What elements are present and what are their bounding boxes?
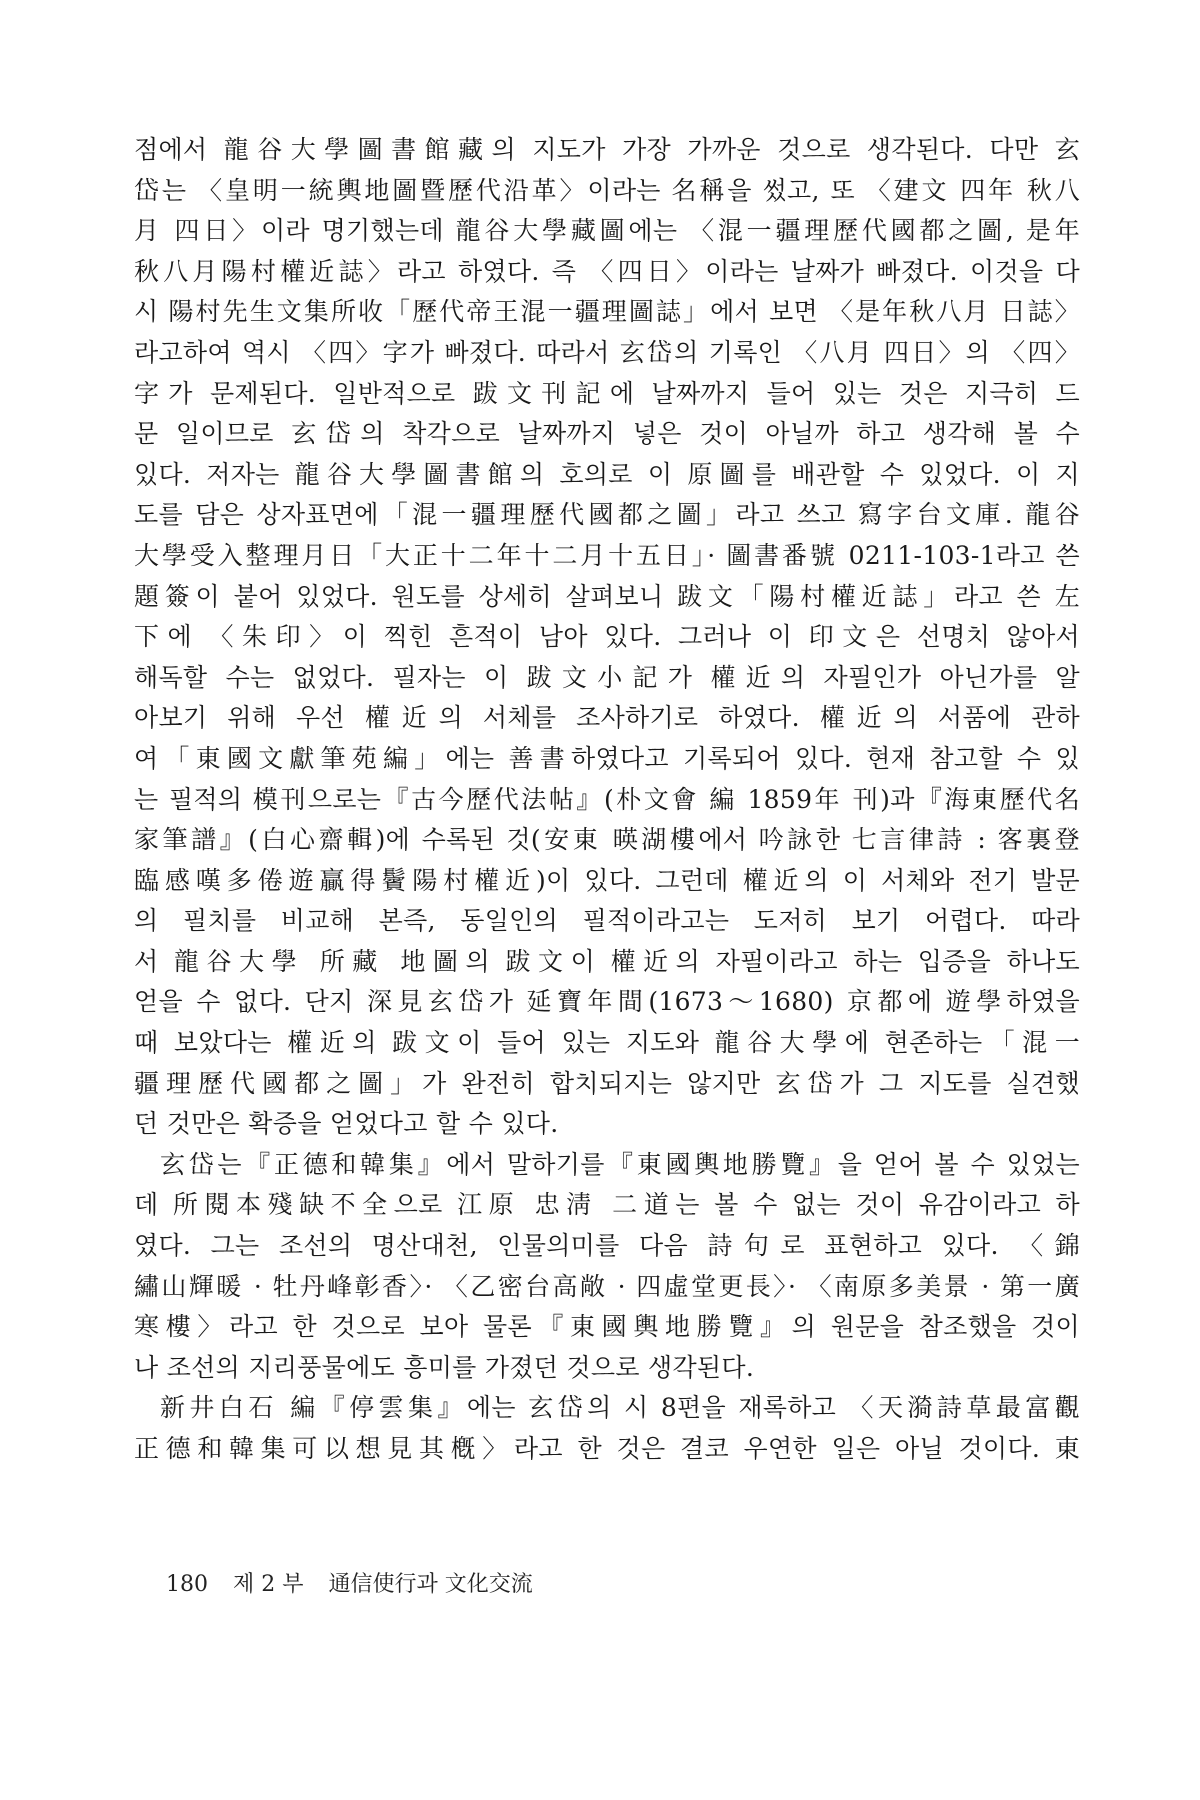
text-line: 도를 담은 상자표면에「混一疆理歷代國都之圖」라고 쓰고 寫字台文庫. 龍谷 [134,500,1080,530]
text-line: 臨感嘆多倦遊贏得鬢陽村權近)이 있다. 그런데 權近의 이 서체와 전기 발문 [134,865,1080,895]
text-line: 新井白石 編『停雲集』에는 玄岱의 시 8편을 재록하고 〈天漪詩草最富觀 [160,1393,1080,1423]
text-line: 正德和韓集可以想見其槪〉라고 한 것은 결코 우연한 일은 아닐 것이다. 東 [134,1434,1080,1463]
part-title: 通信使行과 文化交流 [328,1572,533,1597]
text-line: 秋八月陽村權近誌〉라고 하였다. 즉 〈四日〉이라는 날짜가 빠졌다. 이것을 다 [134,256,1080,286]
text-line: 문 일이므로 玄岱의 착각으로 날짜까지 넣은 것이 아닐까 하고 생각해 볼 수 [134,419,1080,449]
text-line: 아보기 위해 우선 權近의 서체를 조사하기로 하였다. 權近의 서품에 관하 [134,703,1080,733]
text-line: 下에 〈朱印〉이 찍힌 흔적이 남아 있다. 그러나 이 印文은 선명치 않아서 [134,622,1080,652]
text-line: 家筆譜』(白心齋輯)에 수록된 것(安東 暎湖樓에서 吟詠한 七言律詩 : 客裏登 [134,825,1080,855]
text-line: 나 조선의 지리풍물에도 흥미를 가졌던 것으로 생각된다. [134,1352,755,1382]
text-line: 점에서 龍谷大學圖書館藏의 지도가 가장 가까운 것으로 생각된다. 다만 玄 [134,135,1080,164]
text-line: 玄岱는『正德和韓集』에서 말하기를『東國輿地勝覽』을 얻어 볼 수 있었는 [160,1149,1080,1179]
text-line: 寒樓〉라고 한 것으로 보아 물론『東國輿地勝覽』의 원문을 참조했을 것이 [134,1312,1080,1342]
text-line: 題簽이 붙어 있었다. 원도를 상세히 살펴보니 跋文「陽村權近誌」라고 쓴 左 [134,581,1080,611]
text-line: 해독할 수는 없었다. 필자는 이 跋文小記가 權近의 자필인가 아닌가를 알 [134,662,1080,692]
text-line: 繡山輝暖 · 牡丹峰彰香〉· 〈乙密台高敞 · 四虛堂更長〉· 〈南原多美景 · 第一廣 [134,1271,1080,1301]
text-line: 있다. 저자는 龍谷大學圖書館의 호의로 이 原圖를 배관할 수 있었다. 이 지 [134,459,1080,489]
text-line: 라고하여 역시 〈四〉字가 빠졌다. 따라서 玄岱의 기록인 〈八月 四日〉의 〈四〉 [134,337,1080,367]
text-line: 大學受入整理月日「大正十二年十二月十五日」· 圖書番號 0211-103-1라고 쓴 [134,540,1080,570]
text-line: 였다. 그는 조선의 명산대천, 인물의미를 다음 詩句로 표현하고 있다. 〈錦 [134,1231,1080,1261]
text-line: 의 필치를 비교해 본즉, 동일인의 필적이라고는 도저히 보기 어렵다. 따라 [134,906,1080,936]
text-line: 여「東國文獻筆苑編」에는 善書하였다고 기록되어 있다. 현재 참고할 수 있 [134,743,1080,773]
text-line: 는 필적의 模刊으로는『古今歷代法帖』(朴文會 編 1859年 刊)과『海東歷代名 [134,784,1080,814]
text-line: 字가 문제된다. 일반적으로 跋文刊記에 날짜까지 들어 있는 것은 지극히 드 [134,378,1080,408]
text-line: 岱는 〈皇明一統輿地圖暨歷代沿革〉이라는 名稱을 썼고, 또 〈建文 四年 秋八 [134,175,1080,205]
body-text [134,130,1080,1470]
text-line: 데 所閱本殘缺不全으로 江原 忠淸 二道는 볼 수 없는 것이 유감이라고 하 [134,1190,1080,1220]
text-line: 疆理歷代國都之圖」가 완전히 합치되지는 않지만 玄岱가 그 지도를 실견했 [134,1068,1080,1098]
text-line: 月 四日〉이라 명기했는데 龍谷大學藏圖에는 〈混一疆理歷代國都之圖, 是年 [134,216,1080,246]
text-line: 서 龍谷大學 所藏 地圖의 跋文이 權近의 자필이라고 하는 입증을 하나도 [134,946,1080,976]
text-line: 시 陽村先生文集所收「歷代帝王混一疆理圖誌」에서 보면 〈是年秋八月 日誌〉 [134,297,1080,327]
text-line: 때 보았다는 權近의 跋文이 들어 있는 지도와 龍谷大學에 현존하는「混一 [134,1028,1080,1058]
part-label: 제 2 부 [233,1572,304,1597]
text-line: 던 것만은 확증을 얻었다고 할 수 있다. [134,1109,559,1139]
page-footer [166,1570,551,1600]
text-line: 얻을 수 없다. 단지 深見玄岱가 延寶年間(1673～1680) 京都에 遊學하였을 [134,987,1080,1017]
page-number: 180 [166,1572,208,1597]
